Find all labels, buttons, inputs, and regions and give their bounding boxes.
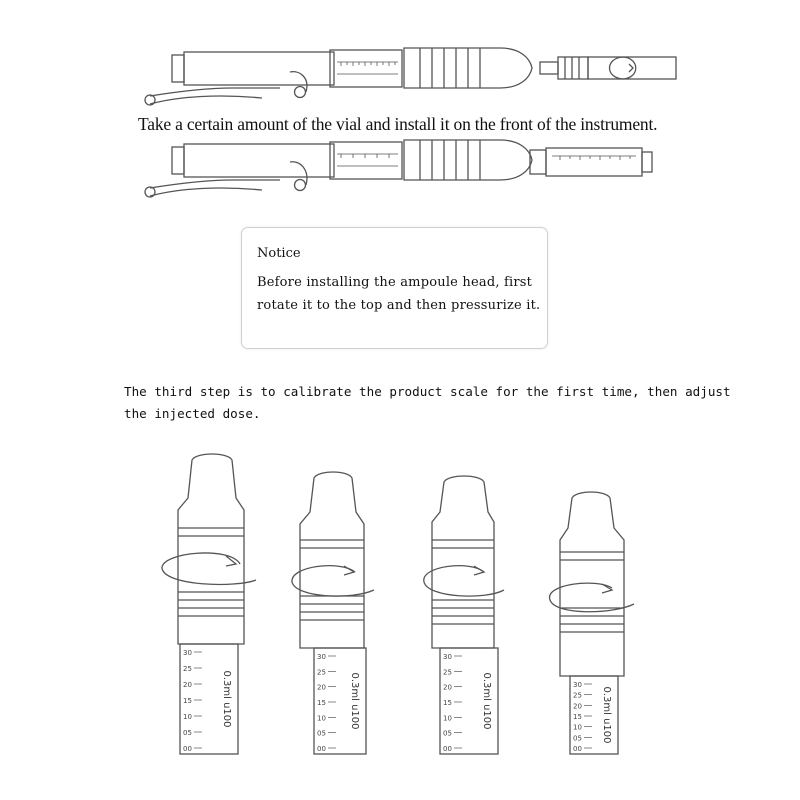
scale-tick-label: 15 (317, 699, 326, 707)
scale-tick-label: 10 (443, 714, 452, 723)
calibration-step-text: The third step is to calibrate the product scale for the first time, then adjust the injected dose. (124, 384, 731, 421)
scale-3 (443, 653, 492, 753)
scale-label: 0.3ml u100 (349, 672, 360, 730)
scale-tick-label: 25 (183, 665, 192, 673)
scale-tick-label: 25 (573, 691, 582, 700)
scale-tick-label: 25 (317, 668, 326, 677)
install-vial-caption: Take a certain amount of the vial and install it on the front of the instrument. (138, 114, 658, 134)
scale-tick-label: 25 (443, 668, 452, 677)
rotate-arrow-icon (610, 57, 636, 79)
scale-tick-label: 10 (183, 713, 192, 721)
scale-tick-label: 00 (317, 745, 326, 753)
scale-tick-label: 00 (443, 745, 452, 753)
scale-tick-label: 20 (317, 683, 326, 692)
scale-tick-label: 20 (443, 683, 452, 692)
scale-tick-label: 30 (183, 649, 192, 657)
scale-tick-label: 10 (317, 714, 326, 723)
calibration-head-1 (162, 454, 256, 754)
injector-diagram-vial-removed (145, 48, 676, 105)
notice-body: Before installing the ampoule head, first rotate it to the top and then pressurize it. (257, 275, 541, 313)
scale-tick-label: 00 (573, 745, 582, 753)
scale-tick-label: 05 (317, 729, 326, 738)
scale-tick-label: 10 (573, 723, 582, 732)
scale-label: 0.3ml u100 (481, 672, 492, 730)
scale-tick-label: 30 (443, 653, 452, 661)
scale-tick-label: 00 (183, 745, 192, 753)
calibration-head-2 (292, 472, 374, 754)
scale-1 (183, 649, 232, 753)
scale-tick-label: 05 (183, 729, 192, 737)
scale-tick-label: 30 (573, 681, 582, 689)
scale-tick-label: 15 (443, 699, 452, 707)
scale-2 (317, 653, 360, 753)
scale-label: 0.3ml u100 (221, 670, 232, 728)
injector-diagram-vial-installed (145, 140, 652, 197)
scale-tick-label: 15 (573, 713, 582, 721)
scale-tick-label: 20 (573, 702, 582, 711)
notice-box (241, 227, 548, 349)
scale-tick-label: 20 (183, 681, 192, 689)
calibration-head-4 (550, 492, 634, 754)
notice-title: Notice (257, 246, 301, 261)
scale-window (337, 62, 398, 74)
scale-4 (573, 681, 612, 753)
scale-tick-label: 30 (317, 653, 326, 661)
adjust-screw-icon (295, 87, 306, 98)
scale-tick-label: 05 (573, 734, 582, 743)
scale-label: 0.3ml u100 (601, 686, 612, 744)
scale-tick-label: 15 (183, 697, 192, 705)
scale-tick-label: 05 (443, 729, 452, 738)
